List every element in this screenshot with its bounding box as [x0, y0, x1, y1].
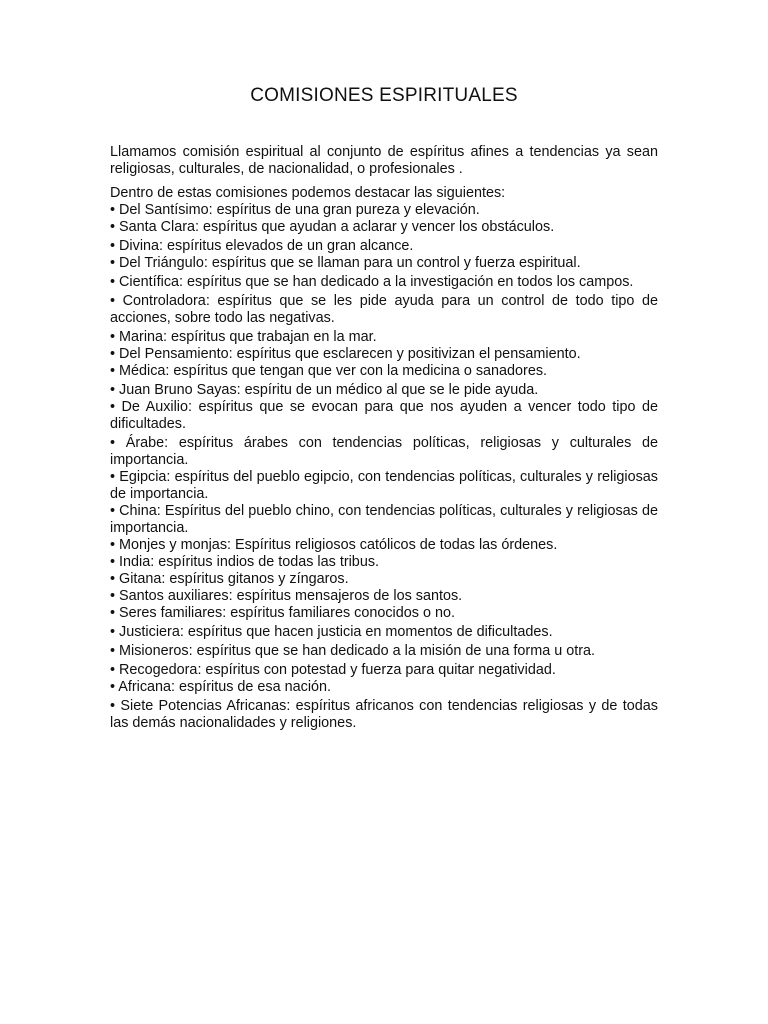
document-page: [110, 84, 658, 732]
list-item: • Misioneros: espíritus que se han dedicado a la misión de una forma u otra.: [110, 643, 595, 659]
list-item: • China: Espíritus del pueblo chino, con tendencias políticas, culturales y religiosas de importancia.: [110, 503, 658, 536]
list-item: • India: espíritus indios de todas las tribus.: [110, 554, 380, 570]
list-item: • Egipcia: espíritus del pueblo egipcio, con tendencias políticas, culturales y religiosas de importancia.: [110, 469, 658, 502]
document-title: COMISIONES ESPIRITUALES: [250, 85, 518, 106]
list-item: • Del Santísimo: espíritus de una gran pureza y elevación.: [110, 202, 480, 218]
list-item: • Del Triángulo: espíritus que se llaman para un control y fuerza espiritual.: [110, 255, 581, 271]
list-item: • Siete Potencias Africanas: espíritus africanos con tendencias religiosas y de todas las demás nacionalidades y religiones.: [110, 698, 658, 731]
list-item: • Juan Bruno Sayas: espíritu de un médico al que se le pide ayuda.: [110, 382, 539, 398]
list-item: • Santa Clara: espíritus que ayudan a aclarar y vencer los obstáculos.: [110, 219, 555, 235]
lead-sentence: Dentro de estas comisiones podemos destacar las siguientes:: [110, 185, 506, 201]
list-item: • Científica: espíritus que se han dedicado a la investigación en todos los campos.: [110, 274, 634, 290]
list-item: • Árabe: espíritus árabes con tendencias políticas, religiosas y culturales de importancia.: [110, 435, 658, 468]
commission-list: [110, 202, 658, 732]
list-item: • Africana: espíritus de esa nación.: [110, 679, 332, 695]
list-item: • Gitana: espíritus gitanos y zíngaros.: [110, 571, 349, 587]
list-item: • Monjes y monjas: Espíritus religiosos católicos de todas las órdenes.: [110, 537, 558, 553]
list-item: • Divina: espíritus elevados de un gran alcance.: [110, 238, 414, 254]
list-item: • Marina: espíritus que trabajan en la mar.: [110, 329, 377, 345]
intro-paragraph: Llamamos comisión espiritual al conjunto de espíritus afines a tendencias ya sean religiosas, culturales, de nacionalidad, o profesionales .: [110, 144, 658, 177]
list-item: • Del Pensamiento: espíritus que esclarecen y positivizan el pensamiento.: [110, 346, 581, 362]
list-item: • Justiciera: espíritus que hacen justicia en momentos de dificultades.: [110, 624, 553, 640]
list-item: • Seres familiares: espíritus familiares conocidos o no.: [110, 605, 455, 621]
list-item: • Santos auxiliares: espíritus mensajeros de los santos.: [110, 588, 463, 604]
list-item: • Médica: espíritus que tengan que ver con la medicina o sanadores.: [110, 363, 548, 379]
list-item: • Controladora: espíritus que se les pide ayuda para un control de todo tipo de acciones, sobre todo las negativas.: [110, 293, 658, 326]
list-item: • De Auxilio: espíritus que se evocan para que nos ayuden a vencer todo tipo de dificultades.: [110, 399, 658, 432]
list-item: • Recogedora: espíritus con potestad y fuerza para quitar negatividad.: [110, 662, 556, 678]
